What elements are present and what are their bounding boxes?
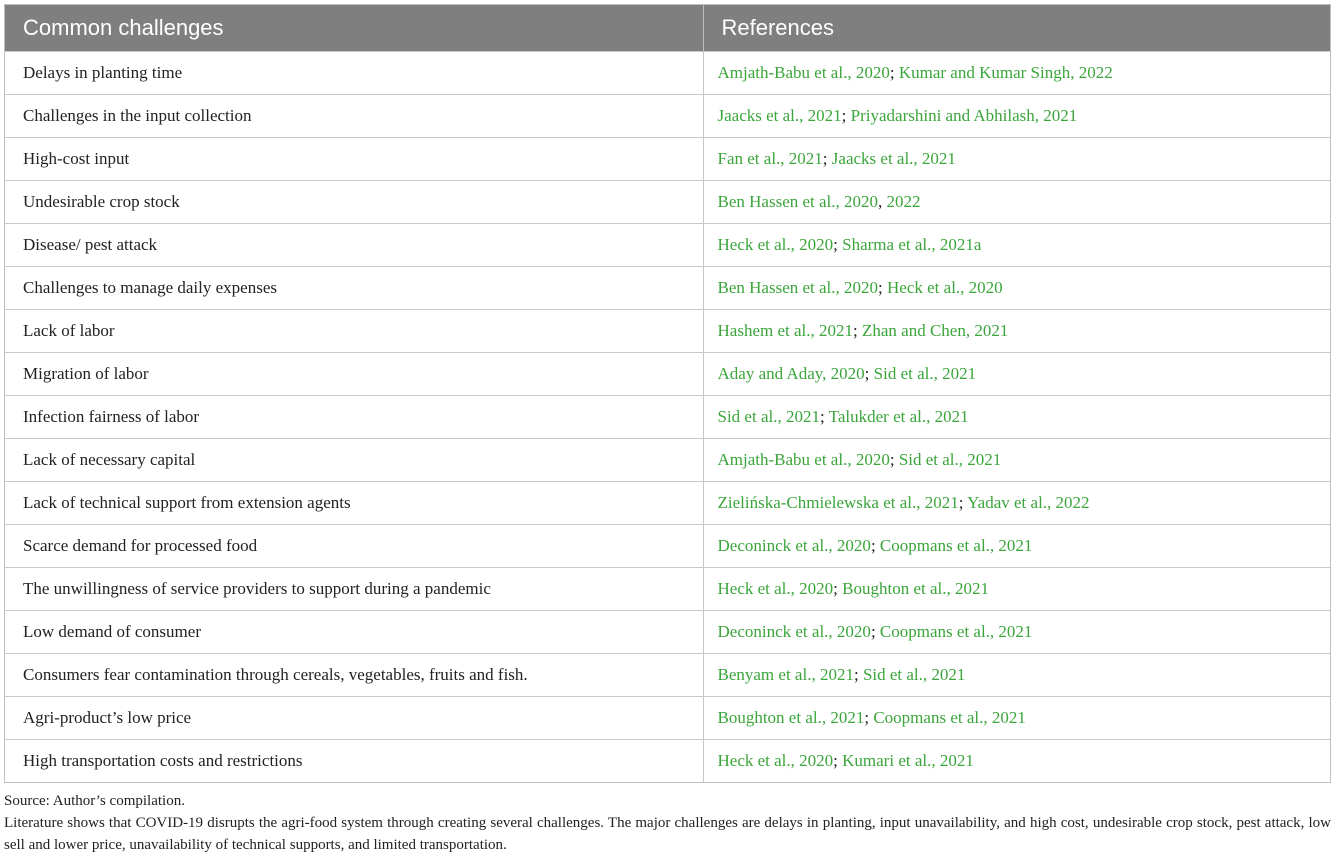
reference-link[interactable]: Boughton et al., 2021 bbox=[717, 707, 865, 727]
references-cell bbox=[703, 438, 1330, 481]
reference-link[interactable]: Deconinck et al., 2020 bbox=[717, 535, 871, 555]
reference-separator: ; bbox=[833, 578, 843, 598]
challenge-cell: Agri-product’s low price bbox=[5, 696, 703, 739]
reference-link[interactable]: Talukder et al., 2021 bbox=[828, 406, 969, 426]
table-row bbox=[5, 653, 1330, 696]
challenge-cell: High transportation costs and restrictions bbox=[5, 739, 703, 782]
challenge-cell: Disease/ pest attack bbox=[5, 223, 703, 266]
reference-separator: ; bbox=[889, 449, 899, 469]
reference-link[interactable]: Priyadarshini and Abhilash, 2021 bbox=[850, 105, 1078, 125]
challenge-cell: Lack of labor bbox=[5, 309, 703, 352]
challenge-cell: Challenges in the input collection bbox=[5, 94, 703, 137]
table-row bbox=[5, 51, 1330, 94]
challenge-cell: Lack of necessary capital bbox=[5, 438, 703, 481]
reference-separator: ; bbox=[833, 234, 843, 254]
reference-link[interactable]: Ben Hassen et al., 2020 bbox=[717, 277, 879, 297]
reference-link[interactable]: Aday and Aday, 2020 bbox=[717, 363, 865, 383]
references-cell bbox=[703, 223, 1330, 266]
reference-link[interactable]: Kumari et al., 2021 bbox=[842, 750, 974, 770]
table-body bbox=[5, 51, 1330, 782]
reference-link[interactable]: Zhan and Chen, 2021 bbox=[861, 320, 1009, 340]
challenge-cell: Migration of labor bbox=[5, 352, 703, 395]
table-row bbox=[5, 524, 1330, 567]
reference-link[interactable]: Heck et al., 2020 bbox=[717, 750, 834, 770]
reference-separator: ; bbox=[822, 148, 832, 168]
references-cell bbox=[703, 137, 1330, 180]
reference-link[interactable]: Zielińska-Chmielewska et al., 2021 bbox=[717, 492, 959, 512]
reference-separator: ; bbox=[864, 363, 874, 383]
reference-separator: ; bbox=[864, 707, 874, 727]
reference-link[interactable]: Amjath-Babu et al., 2020 bbox=[717, 449, 890, 469]
reference-separator: ; bbox=[870, 535, 880, 555]
table-row bbox=[5, 223, 1330, 266]
table-row bbox=[5, 610, 1330, 653]
reference-separator: ; bbox=[958, 492, 968, 512]
reference-separator: ; bbox=[841, 105, 851, 125]
reference-link[interactable]: Coopmans et al., 2021 bbox=[873, 707, 1026, 727]
reference-link[interactable]: Hashem et al., 2021 bbox=[717, 320, 853, 340]
table-header-row bbox=[5, 5, 1330, 51]
reference-link[interactable]: Benyam et al., 2021 bbox=[717, 664, 854, 684]
reference-link[interactable]: Yadav et al., 2022 bbox=[967, 492, 1090, 512]
challenge-cell: Low demand of consumer bbox=[5, 610, 703, 653]
challenge-cell: Undesirable crop stock bbox=[5, 180, 703, 223]
reference-link[interactable]: Sid et al., 2021 bbox=[898, 449, 1002, 469]
reference-link[interactable]: 2022 bbox=[886, 191, 921, 211]
challenge-cell: Lack of technical support from extension agents bbox=[5, 481, 703, 524]
references-cell bbox=[703, 94, 1330, 137]
reference-link[interactable]: Coopmans et al., 2021 bbox=[879, 535, 1033, 555]
table-row bbox=[5, 567, 1330, 610]
table-row bbox=[5, 94, 1330, 137]
reference-separator: ; bbox=[853, 320, 862, 340]
references-cell bbox=[703, 481, 1330, 524]
reference-link[interactable]: Fan et al., 2021 bbox=[717, 148, 823, 168]
references-cell bbox=[703, 696, 1330, 739]
reference-link[interactable]: Heck et al., 2020 bbox=[717, 578, 834, 598]
reference-link[interactable]: Deconinck et al., 2020 bbox=[717, 621, 871, 641]
table-row bbox=[5, 481, 1330, 524]
references-cell bbox=[703, 395, 1330, 438]
table-footnotes bbox=[4, 790, 1331, 856]
table-row bbox=[5, 137, 1330, 180]
reference-link[interactable]: Jaacks et al., 2021 bbox=[717, 105, 842, 125]
reference-link[interactable]: Boughton et al., 2021 bbox=[842, 578, 989, 598]
references-cell bbox=[703, 739, 1330, 782]
table-row bbox=[5, 395, 1330, 438]
table-row bbox=[5, 266, 1330, 309]
reference-separator: ; bbox=[889, 62, 899, 82]
challenge-cell: Challenges to manage daily expenses bbox=[5, 266, 703, 309]
references-cell bbox=[703, 266, 1330, 309]
challenges-table-container bbox=[4, 4, 1331, 783]
reference-link[interactable]: Heck et al., 2020 bbox=[717, 234, 834, 254]
table-row bbox=[5, 739, 1330, 782]
challenge-cell: Infection fairness of labor bbox=[5, 395, 703, 438]
summary-note: Literature shows that COVID-19 disrupts the agri-food system through creating several challenges. The major challenges are delays in planting, input unavailability, and high cost, undesirable crop stock, pest attack, low sell and lower price, unavailability of technical supports, and limited transportation. bbox=[4, 815, 1331, 853]
reference-separator: ; bbox=[878, 277, 888, 297]
reference-link[interactable]: Sid et al., 2021 bbox=[873, 363, 977, 383]
reference-separator: ; bbox=[853, 664, 863, 684]
table-row bbox=[5, 438, 1330, 481]
references-cell bbox=[703, 610, 1330, 653]
references-cell bbox=[703, 352, 1330, 395]
challenges-table bbox=[5, 5, 1330, 782]
reference-separator: ; bbox=[870, 621, 880, 641]
reference-link[interactable]: Coopmans et al., 2021 bbox=[879, 621, 1033, 641]
reference-link[interactable]: Heck et al., 2020 bbox=[887, 277, 1003, 297]
column-header-references: References bbox=[703, 5, 1330, 51]
reference-separator: ; bbox=[819, 406, 829, 426]
reference-separator: ; bbox=[833, 750, 843, 770]
challenge-cell: Scarce demand for processed food bbox=[5, 524, 703, 567]
reference-link[interactable]: Amjath-Babu et al., 2020 bbox=[717, 62, 890, 82]
reference-link[interactable]: Sharma et al., 2021a bbox=[842, 234, 982, 254]
table-row bbox=[5, 696, 1330, 739]
table-row bbox=[5, 180, 1330, 223]
challenge-cell: High-cost input bbox=[5, 137, 703, 180]
reference-link[interactable]: Jaacks et al., 2021 bbox=[831, 148, 956, 168]
reference-link[interactable]: Ben Hassen et al., 2020 bbox=[717, 191, 879, 211]
source-note: Source: Author’s compilation. bbox=[4, 793, 185, 809]
reference-link[interactable]: Sid et al., 2021 bbox=[717, 406, 820, 426]
reference-link[interactable]: Sid et al., 2021 bbox=[862, 664, 966, 684]
reference-separator: , bbox=[878, 191, 887, 211]
table-row bbox=[5, 309, 1330, 352]
references-cell bbox=[703, 309, 1330, 352]
references-cell bbox=[703, 567, 1330, 610]
references-cell bbox=[703, 653, 1330, 696]
challenge-cell: Consumers fear contamination through cereals, vegetables, fruits and fish. bbox=[5, 653, 703, 696]
references-cell bbox=[703, 51, 1330, 94]
reference-link[interactable]: Kumar and Kumar Singh, 2022 bbox=[898, 62, 1113, 82]
references-cell bbox=[703, 524, 1330, 567]
column-header-challenges: Common challenges bbox=[5, 5, 703, 51]
references-cell bbox=[703, 180, 1330, 223]
table-row bbox=[5, 352, 1330, 395]
challenge-cell: The unwillingness of service providers to support during a pandemic bbox=[5, 567, 703, 610]
challenge-cell: Delays in planting time bbox=[5, 51, 703, 94]
